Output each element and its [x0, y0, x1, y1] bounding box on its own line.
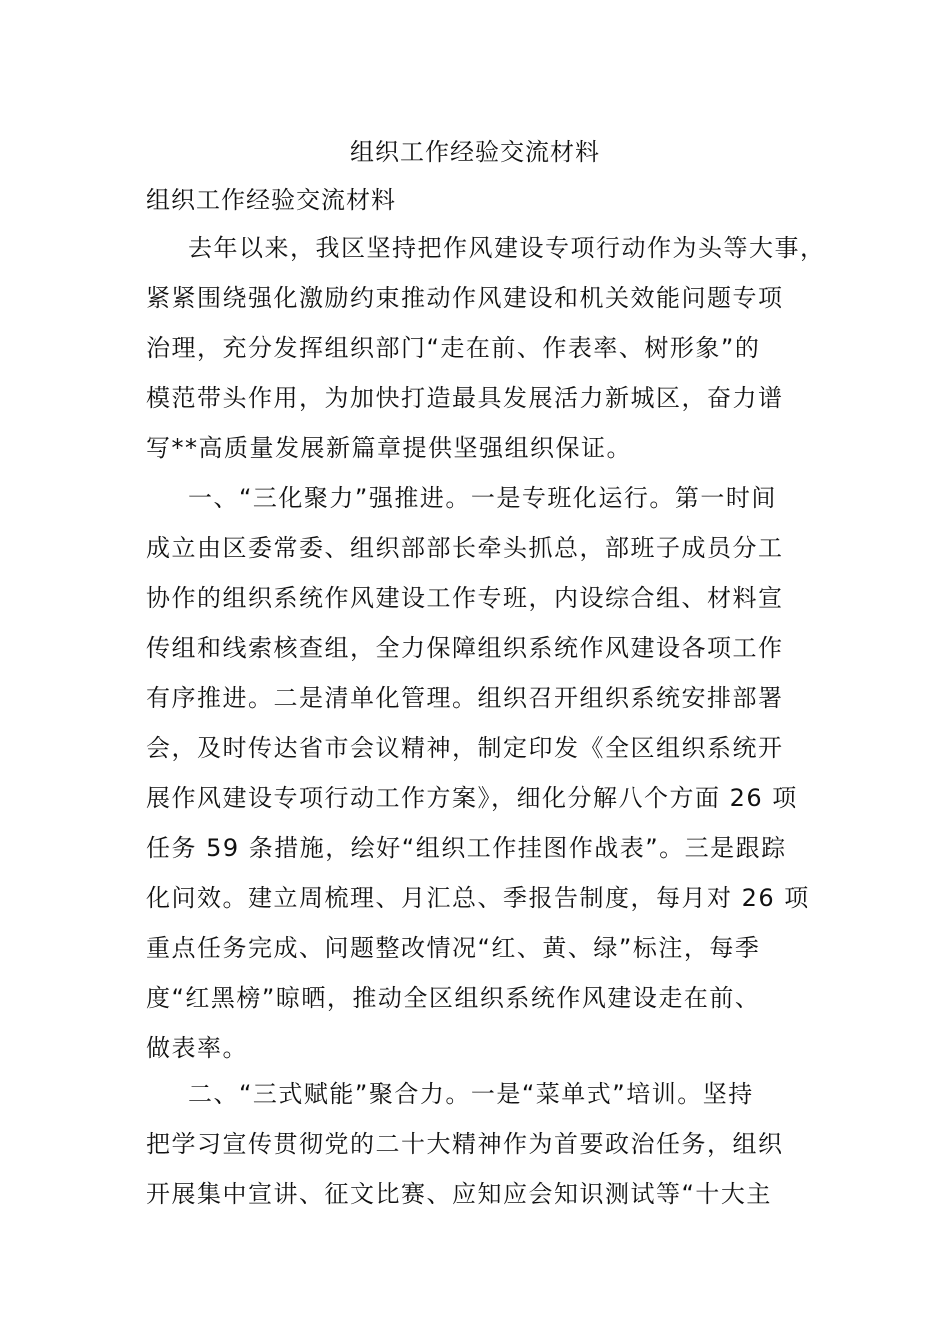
paragraph-intro [146, 223, 826, 473]
paragraph-line: 会，及时传达省市会议精神，制定印发《全区组织系统开 [146, 734, 784, 762]
paragraph-section-2 [146, 1069, 818, 1219]
paragraph-line: 紧紧围绕强化激励约束推动作风建设和机关效能问题专项 [146, 284, 784, 312]
paragraph-line: 展作风建设专项行动工作方案》，细化分解八个方面 26 项 [146, 784, 798, 812]
paragraph-line: 度“红黑榜”晾晒，推动全区组织系统作风建设走在前、 [146, 984, 761, 1012]
paragraph-line: 二、“三式赋能”聚合力。一是“菜单式”培训。坚持 [188, 1080, 754, 1108]
paragraph-line: 一、“三化聚力”强推进。一是专班化运行。第一时间 [188, 484, 777, 512]
document-subtitle: 组织工作经验交流材料 [146, 186, 396, 214]
paragraph-line: 治理，充分发挥组织部门“走在前、作表率、树形象”的 [146, 334, 761, 362]
paragraph-line: 成立由区委常委、组织部部长牵头抓总，部班子成员分工 [146, 534, 784, 562]
paragraph-line: 有序推进。二是清单化管理。组织召开组织系统安排部署 [146, 684, 784, 712]
paragraph-line: 化问效。建立周梳理、月汇总、季报告制度，每月对 26 项 [146, 884, 810, 912]
paragraph-line: 开展集中宣讲、征文比赛、应知应会知识测试等“十大主 [146, 1180, 772, 1208]
paragraph-line: 协作的组织系统作风建设工作专班，内设综合组、材料宣 [146, 584, 784, 612]
paragraph-line: 去年以来，我区坚持把作风建设专项行动作为头等大事， [188, 234, 826, 262]
paragraph-line: 重点任务完成、问题整改情况“红、黄、绿”标注，每季 [146, 934, 761, 962]
paragraph-line: 把学习宣传贯彻党的二十大精神作为首要政治任务，组织 [146, 1130, 784, 1158]
paragraph-line: 传组和线索核查组，全力保障组织系统作风建设各项工作 [146, 634, 784, 662]
paragraph-line: 任务 59 条措施，绘好“组织工作挂图作战表”。三是跟踪 [146, 834, 787, 862]
paragraph-line: 写**高质量发展新篇章提供坚强组织保证。 [146, 434, 632, 462]
paragraph-line: 模范带头作用，为加快打造最具发展活力新城区，奋力谱 [146, 384, 784, 412]
paragraph-line: 做表率。 [146, 1034, 248, 1062]
document-title: 组织工作经验交流材料 [350, 138, 600, 166]
paragraph-section-1 [146, 473, 818, 1073]
